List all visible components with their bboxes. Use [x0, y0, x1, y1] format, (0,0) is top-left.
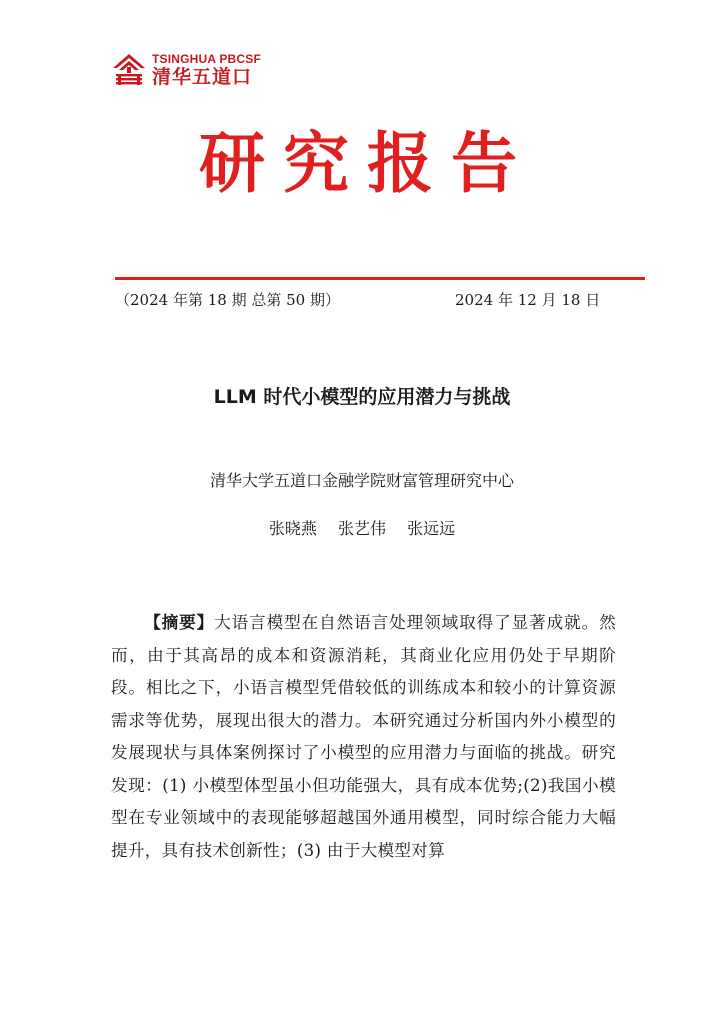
- abstract: [111, 607, 616, 867]
- author-name: 张晓燕: [268, 519, 317, 538]
- author-name: 张艺伟: [337, 519, 386, 538]
- title-divider: [115, 277, 645, 280]
- authors: [0, 517, 724, 541]
- logo-english: TSINGHUA PBCSF: [152, 52, 262, 66]
- issue-date: 2024 年 12 月 18 日: [455, 291, 601, 309]
- institution: 清华大学五道口金融学院财富管理研究中心: [209, 471, 514, 490]
- author-name: 张远远: [407, 519, 456, 538]
- logo-chinese: 清华五道口: [152, 66, 253, 88]
- report-title: 研究报告: [199, 124, 535, 202]
- abstract-label: 【摘要】: [144, 613, 215, 632]
- abstract-text: 大语言模型在自然语言处理领域取得了显著成就。然而，由于其高昂的成本和资源消耗，其商业化应用仍处于早期阶段。相比之下，小语言模型凭借较低的训练成本和较小的计算资源需求等优势，展现出很大的潜力。本研究通过分析国内外小模型的发展现状与具体案例探讨了小模型的应用潜力与面临的挑战。研究发现：(1) 小模型体型虽小但功能强大，具有成本优势;(2)我国小模型在专业领域中的表现能够超越国外通用模型，同时综合能力大幅提升，具有技术创新性；(3) 由于大模型对算: [111, 613, 617, 860]
- issue-number: （2024 年第 18 期 总第 50 期）: [115, 291, 340, 309]
- paper-title: LLM 时代小模型的应用潜力与挑战: [213, 386, 511, 408]
- logo-text: [152, 52, 261, 88]
- logo: [110, 50, 261, 90]
- pbcsf-logo-icon: [110, 51, 148, 89]
